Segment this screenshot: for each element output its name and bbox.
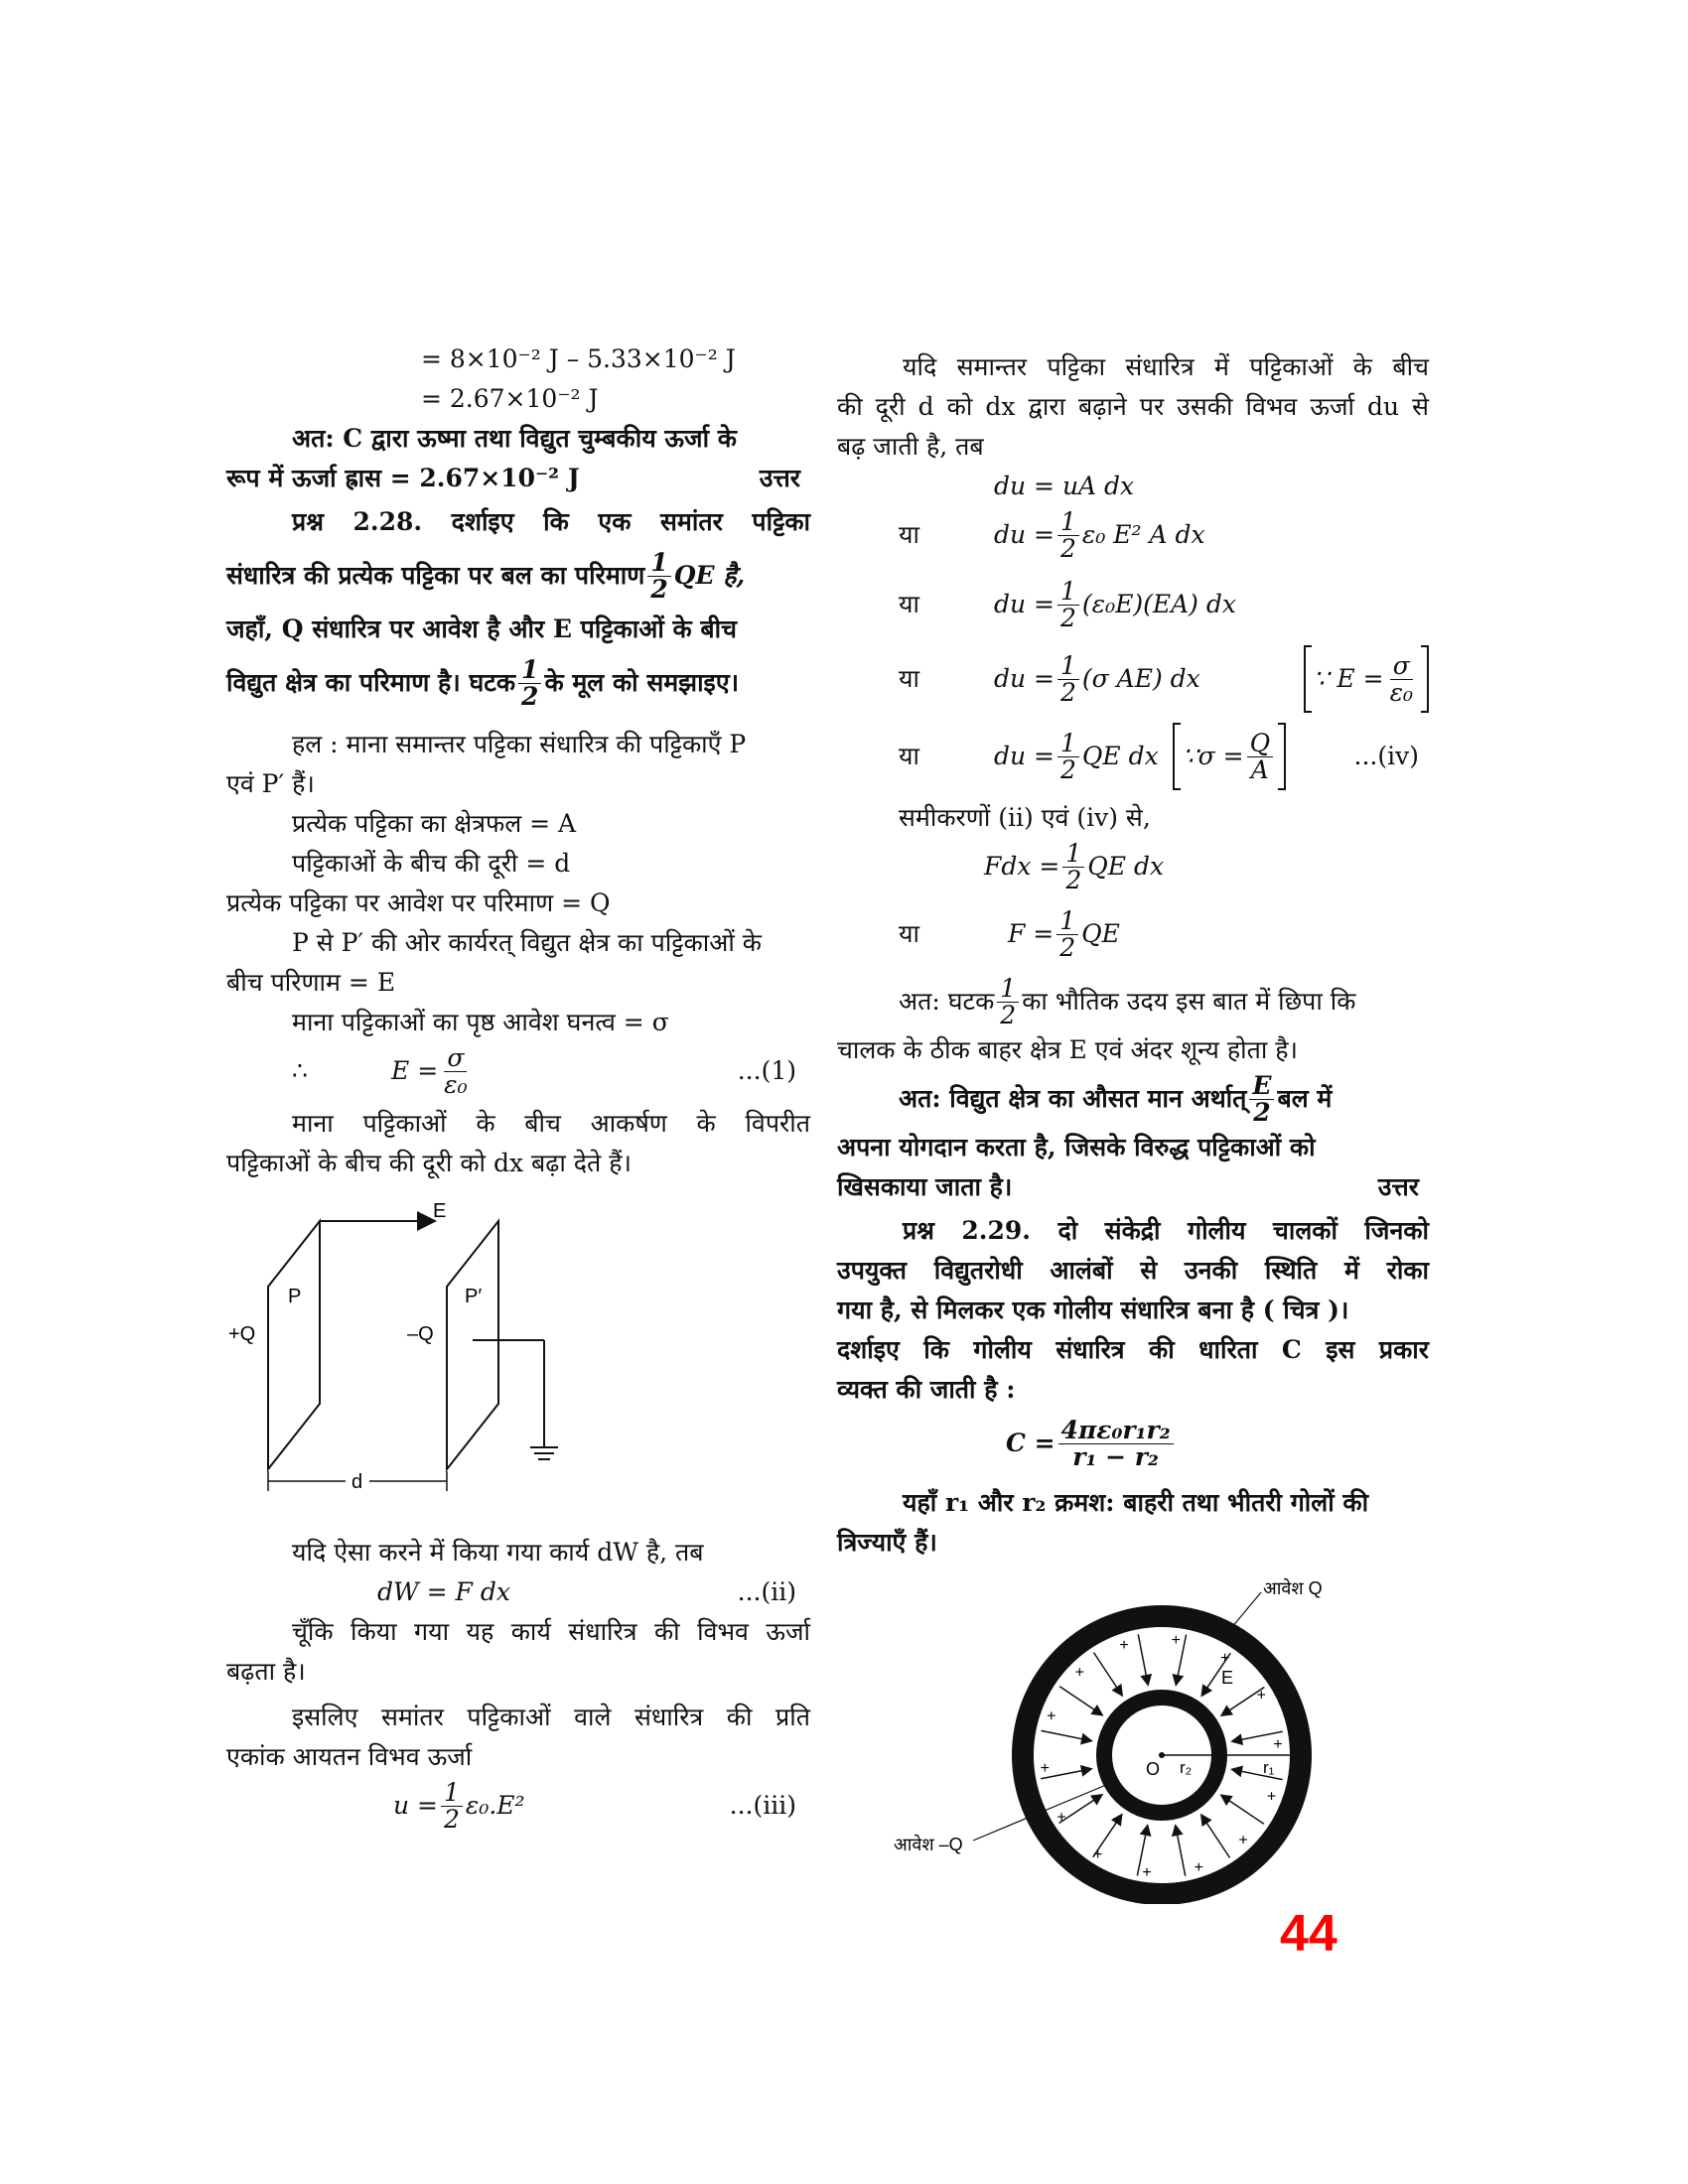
capacitance-formula bbox=[837, 1410, 1429, 1477]
paragraph-line: P से P′ की ओर कार्यरत् विद्युत क्षेत्र का पट्टिकाओं के bbox=[292, 928, 762, 957]
paragraph-line bbox=[837, 973, 1429, 1030]
equation-2 bbox=[226, 1572, 810, 1612]
equation-line: du = uA dx bbox=[994, 472, 1135, 500]
paragraph-line bbox=[837, 1167, 1429, 1207]
paragraph-line: अपना योगदान करता है, जिसके विरुद्ध पट्टिकाओं को bbox=[837, 1133, 1316, 1161]
field-arrow bbox=[1041, 1730, 1091, 1740]
equation-rhs: ε₀ E² A dx bbox=[1081, 520, 1205, 549]
paragraph-line: हल : माना समान्तर पट्टिका संधारित्र की पट्टिकाएँ P bbox=[292, 730, 747, 758]
or-label: या bbox=[899, 590, 919, 618]
paragraph-line: एवं P′ हैं। bbox=[226, 769, 315, 798]
question-heading: प्रश्न 2.28. दर्शाइए कि एक समांतर पट्टिका bbox=[292, 507, 810, 536]
equation-3 bbox=[226, 1777, 810, 1835]
field-arrow bbox=[1059, 1687, 1102, 1715]
plus-charge: + bbox=[1219, 1649, 1230, 1667]
equation-line bbox=[837, 838, 1429, 895]
field-label: E bbox=[433, 1200, 447, 1222]
question-line bbox=[226, 542, 810, 610]
fraction: $\frac{1}{2}$ bbox=[1057, 579, 1079, 631]
question-text: विद्युत क्षेत्र का परिमाण है। घटक bbox=[226, 668, 516, 697]
paragraph-text: बल में bbox=[1277, 1084, 1333, 1113]
bracket-note: ∵ E = $\frac{\sigma}{\text{ε₀}}$ bbox=[1304, 645, 1429, 713]
paragraph-line: समीकरणों (ii) एवं (iv) से, bbox=[899, 803, 1151, 832]
answer-label: उत्तर bbox=[1377, 1172, 1419, 1201]
fraction: $\frac{1}{2}$ bbox=[518, 657, 541, 710]
plus-charge: + bbox=[1142, 1864, 1152, 1882]
equation-rhs: (σ AE) dx bbox=[1081, 664, 1200, 693]
question-text: के मूल को समझाइए। bbox=[544, 668, 740, 697]
r1-label: r₁ bbox=[1263, 1758, 1275, 1777]
paragraph-line: यदि ऐसा करने में किया गया कार्य dW है, तब bbox=[292, 1538, 704, 1567]
minus-q-label: –Q bbox=[407, 1323, 434, 1345]
paragraph-line: पट्टिकाओं के बीच की दूरी = d bbox=[292, 849, 571, 878]
paragraph-line: इसलिए समांतर पट्टिकाओं वाले संधारित्र की प्रति bbox=[292, 1703, 810, 1731]
paragraph-line: बढ़ जाती है, तब bbox=[837, 432, 984, 461]
equation-lhs: du = bbox=[994, 742, 1055, 770]
paragraph-text: अत: घटक bbox=[899, 987, 995, 1016]
fraction: $\frac{1}{2}$ bbox=[1057, 653, 1079, 706]
fraction: $\frac{\sigma}{\text{ε₀}}$ bbox=[444, 1042, 468, 1099]
equation-ref: ...(iv) bbox=[1353, 742, 1419, 770]
center-label: O bbox=[1146, 1759, 1161, 1779]
equation-ref: ...(1) bbox=[737, 1056, 796, 1085]
equation-1 bbox=[226, 1042, 810, 1100]
plate-p-prime-label: P′ bbox=[465, 1286, 483, 1307]
fraction: $\frac{1}{2}$ bbox=[647, 550, 670, 603]
plate-p-prime bbox=[447, 1221, 498, 1469]
paragraph-line: चालक के ठीक बाहर क्षेत्र E एवं अंदर शून्य होता है। bbox=[837, 1035, 1299, 1064]
question-line bbox=[226, 649, 810, 717]
equation-rhs: QE bbox=[1081, 919, 1120, 948]
field-arrow bbox=[1201, 1815, 1230, 1857]
paragraph-line bbox=[226, 459, 810, 498]
paragraph-line: पट्टिकाओं के बीच की दूरी को dx बढ़ा देते हैं। bbox=[226, 1149, 632, 1177]
field-arrow bbox=[1232, 1769, 1283, 1779]
bracket-note: ∵σ = $\frac{Q}{A}$ bbox=[1173, 723, 1286, 790]
paragraph-line: त्रिज्याएँ हैं। bbox=[837, 1528, 937, 1557]
equation-text: dW = F dx bbox=[377, 1577, 510, 1606]
question-text: संधारित्र की प्रत्येक पट्टिका पर बल का परिमाण bbox=[226, 561, 645, 590]
equation-lhs: u = bbox=[393, 1791, 438, 1820]
question-heading: प्रश्न 2.29. दो संकेद्री गोलीय चालकों जिनको bbox=[903, 1216, 1429, 1245]
plate-p bbox=[268, 1221, 320, 1469]
equation-lhs: du = bbox=[994, 590, 1055, 618]
r2-label: r₂ bbox=[1180, 1758, 1193, 1777]
equation-lhs: C = bbox=[1006, 1429, 1055, 1457]
equation-line bbox=[837, 639, 1429, 719]
right-column bbox=[837, 347, 1429, 1563]
spherical-capacitor-figure bbox=[894, 1576, 1410, 1904]
fraction: $\frac{1}{2}$ bbox=[1056, 908, 1078, 961]
d-label: d bbox=[352, 1471, 363, 1493]
charge-minus-q-label: आवेश –Q bbox=[894, 1835, 963, 1854]
fraction: $\frac{Q}{A}$ bbox=[1247, 731, 1274, 783]
equation-rhs: ε₀.E² bbox=[465, 1791, 525, 1820]
energy-loss-text: रूप में ऊर्जा ह्रास = 2.67×10⁻² J bbox=[226, 464, 580, 492]
question-line: जहाँ, Q संधारित्र पर आवेश है और E पट्टिकाओं के बीच bbox=[226, 614, 738, 643]
fraction: $\frac{1}{2}$ bbox=[1057, 509, 1079, 562]
fraction: $\frac{E}{2}$ bbox=[1249, 1073, 1274, 1126]
paragraph-line: यदि समान्तर पट्टिका संधारित्र में पट्टिकाओं के बीच bbox=[903, 352, 1429, 381]
plus-q-label: +Q bbox=[228, 1323, 256, 1345]
paragraph-line: बीच परिणाम = E bbox=[226, 968, 396, 997]
paragraph-line: एकांक आयतन विभव ऊर्जा bbox=[226, 1742, 473, 1771]
question-line: दर्शाइए कि गोलीय संधारित्र की धारिता C इस प्रकार bbox=[837, 1335, 1429, 1364]
paragraph-text: अत: विद्युत क्षेत्र का औसत मान अर्थात् bbox=[899, 1084, 1247, 1113]
equation-line bbox=[837, 905, 1429, 963]
equation-line bbox=[837, 576, 1429, 633]
therefore-symbol: ∴ bbox=[292, 1056, 308, 1085]
plus-charge: + bbox=[1074, 1664, 1084, 1682]
equation-lhs: Fdx = bbox=[984, 852, 1060, 881]
charge-q-leader bbox=[1231, 1592, 1261, 1628]
equation-lhs: du = bbox=[994, 664, 1055, 693]
field-arrow bbox=[1138, 1634, 1148, 1685]
paragraph-line: प्रत्येक पट्टिका पर आवेश पर परिमाण = Q bbox=[226, 888, 611, 917]
plate-p-label: P bbox=[288, 1286, 302, 1307]
equation-lhs: F = bbox=[1008, 919, 1055, 948]
or-label: या bbox=[899, 520, 919, 549]
equation-rhs: QE dx bbox=[1081, 742, 1159, 770]
field-arrow bbox=[1176, 1826, 1186, 1876]
plus-charge: + bbox=[1194, 1858, 1203, 1876]
paragraph-text: का भौतिक उदय इस बात में छिपा कि bbox=[1022, 987, 1356, 1016]
paragraph-line: यहाँ r₁ और r₂ क्रमश: बाहरी तथा भीतरी गोलों की bbox=[903, 1488, 1369, 1517]
plus-charge: + bbox=[1056, 1809, 1066, 1827]
plus-charge: + bbox=[1040, 1759, 1050, 1777]
question-line: उपयुक्त विद्युतरोधी आलंबों से उनकी स्थिति में रोका bbox=[837, 1256, 1429, 1285]
paragraph-line: चूँकि किया गया यह कार्य संधारित्र की विभव ऊर्जा bbox=[292, 1617, 810, 1646]
plus-charge: + bbox=[1093, 1846, 1103, 1864]
paragraph-text: खिसकाया जाता है। bbox=[837, 1172, 1013, 1201]
plus-charge: + bbox=[1047, 1707, 1056, 1725]
question-line: व्यक्त की जाती है : bbox=[837, 1375, 1016, 1404]
field-arrow bbox=[1093, 1653, 1122, 1696]
equation-line bbox=[837, 719, 1429, 794]
or-label: या bbox=[899, 742, 919, 770]
paragraph-line: अत: C द्वारा ऊष्मा तथा विद्युत चुम्बकीय ऊर्जा के bbox=[292, 424, 737, 453]
equation-lhs: E = bbox=[391, 1056, 439, 1085]
field-label: E bbox=[1221, 1668, 1234, 1688]
parallel-plate-figure bbox=[226, 1183, 810, 1493]
fraction: $\frac{1}{2}$ bbox=[1062, 841, 1084, 893]
page-number: 44 bbox=[1280, 1905, 1337, 1963]
fraction: $\frac{\sigma}{\text{ε₀}}$ bbox=[1389, 650, 1413, 707]
question-line: गया है, से मिलकर एक गोलीय संधारित्र बना है ( चित्र )। bbox=[837, 1296, 1349, 1324]
equation-line: = 2.67×10⁻² J bbox=[421, 384, 599, 413]
paragraph-line bbox=[837, 1070, 1429, 1128]
fraction: $\frac{1}{2}$ bbox=[1057, 731, 1079, 783]
fraction: $\frac{1}{2}$ bbox=[997, 976, 1019, 1028]
plus-charge: + bbox=[1238, 1832, 1248, 1849]
plus-charge: + bbox=[1119, 1637, 1129, 1655]
equation-line bbox=[837, 506, 1429, 564]
answer-label: उत्तर bbox=[759, 464, 800, 492]
paragraph-line: माना पट्टिकाओं के बीच आकर्षण के विपरीत bbox=[292, 1109, 810, 1138]
or-label: या bbox=[899, 664, 919, 693]
paragraph-line: प्रत्येक पट्टिका का क्षेत्रफल = A bbox=[292, 809, 577, 838]
field-arrow bbox=[1221, 1795, 1264, 1824]
equation-rhs: QE dx bbox=[1087, 852, 1165, 881]
equation-lhs: du = bbox=[994, 520, 1055, 549]
or-label: या bbox=[899, 919, 919, 948]
equation-ref: ...(ii) bbox=[737, 1577, 796, 1606]
fraction: $\frac{1}{2}$ bbox=[441, 1780, 463, 1833]
equation-rhs: (ε₀E)(EA) dx bbox=[1081, 590, 1236, 618]
paragraph-line: बढ़ता है। bbox=[226, 1657, 306, 1686]
paragraph-line: की दूरी d को dx द्वारा बढ़ाने पर उसकी विभव ऊर्जा du से bbox=[837, 392, 1429, 421]
equation-ref: ...(iii) bbox=[729, 1791, 796, 1820]
plus-charge: + bbox=[1171, 1631, 1181, 1649]
plus-charge: + bbox=[1273, 1736, 1283, 1754]
plus-charge: + bbox=[1256, 1687, 1267, 1705]
question-text: QE है, bbox=[673, 561, 746, 590]
plus-charge: + bbox=[1266, 1788, 1277, 1806]
fraction: $\frac{\text{4πε₀r₁r₂}}{\text{r₁ − r₂}}$ bbox=[1058, 1418, 1174, 1470]
equation-line: = 8×10⁻² J – 5.33×10⁻² J bbox=[421, 344, 736, 373]
left-column bbox=[226, 344, 810, 1835]
paragraph-line: माना पट्टिकाओं का पृष्ठ आवेश घनत्व = σ bbox=[292, 1008, 669, 1036]
charge-q-label: आवेश Q bbox=[1263, 1578, 1323, 1598]
